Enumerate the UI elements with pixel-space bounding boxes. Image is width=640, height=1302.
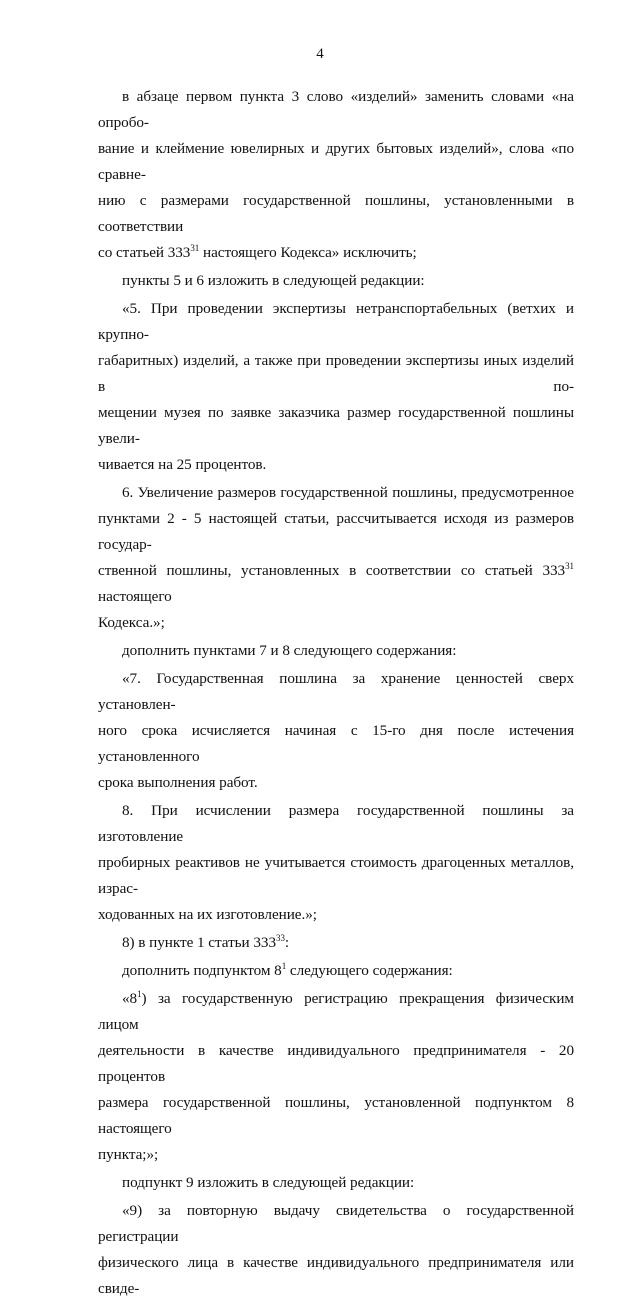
text-segment: габаритных) изделий, а также при проведении экспертизы иных изделий в по- [98, 352, 574, 395]
text-line [98, 1038, 574, 1090]
text-segment: «7. Государственная пошлина за хранение ценностей сверх установлен- [98, 670, 574, 713]
text-segment: пробирных реактивов не учитывается стоимость драгоценных металлов, израс- [98, 854, 574, 897]
text-segment: ственной пошлины, установленных в соответствии со статьей 333 [98, 562, 566, 579]
text-line [98, 902, 574, 928]
text-segment: пункты 5 и 6 изложить в следующей редакции: [122, 272, 425, 289]
document-body [98, 84, 574, 1302]
text-line [98, 610, 574, 636]
paragraph-p1 [98, 84, 574, 266]
text-line [98, 188, 574, 240]
text-segment: вание и клеймение ювелирных и других бытовых изделий», слова «по сравне- [98, 140, 574, 183]
paragraph-p4 [98, 480, 574, 636]
paragraph-p10 [98, 986, 574, 1168]
text-segment: следующего содержания: [286, 962, 453, 979]
text-segment: ного срока исчисляется начиная с 15-го дня после истечения установленного [98, 722, 574, 765]
text-line [98, 296, 574, 348]
text-line [98, 986, 574, 1038]
text-line [98, 958, 574, 984]
text-segment: настоящего Кодекса» исключить; [199, 244, 417, 261]
paragraph-p12 [98, 1198, 574, 1302]
text-segment: дополнить подпунктом 8 [122, 962, 282, 979]
text-line [98, 1170, 574, 1196]
paragraph-p9 [98, 958, 574, 984]
text-line [98, 798, 574, 850]
text-line [98, 718, 574, 770]
text-segment: пунктами 2 - 5 настоящей статьи, рассчитывается исходя из размеров государ- [98, 510, 574, 553]
text-segment: «8 [122, 990, 138, 1007]
paragraph-p11 [98, 1170, 574, 1196]
text-segment: пункта;»; [98, 1146, 159, 1163]
paragraph-p3 [98, 296, 574, 478]
text-segment: размера государственной пошлины, установленной подпунктом 8 настоящего [98, 1094, 574, 1137]
text-line [98, 506, 574, 558]
text-line [98, 850, 574, 902]
text-line [98, 1250, 574, 1302]
text-line [98, 558, 574, 610]
text-segment: «5. При проведении экспертизы нетранспортабельных (ветхих и крупно- [98, 300, 574, 343]
text-segment: Кодекса.»; [98, 614, 165, 631]
text-line [98, 348, 574, 400]
text-segment: настоящего [98, 588, 172, 605]
text-line [98, 136, 574, 188]
paragraph-p2 [98, 268, 574, 294]
text-line [98, 930, 574, 956]
text-line [98, 452, 574, 478]
text-line [98, 1142, 574, 1168]
paragraph-p5 [98, 638, 574, 664]
superscript: 1 [137, 989, 142, 999]
text-segment: срока выполнения работ. [98, 774, 258, 791]
text-segment: : [284, 934, 290, 951]
paragraph-p6 [98, 666, 574, 796]
text-line [98, 400, 574, 452]
page-number: 4 [316, 46, 324, 62]
paragraph-p7 [98, 798, 574, 928]
text-segment: деятельности в качестве индивидуального предпринимателя - 20 процентов [98, 1042, 574, 1085]
superscript: 31 [190, 243, 200, 253]
text-segment: 6. Увеличение размеров государственной пошлины, предусмотренное [122, 484, 574, 501]
text-segment: 8. При исчислении размера государственной пошлины за изготовление [98, 802, 574, 845]
text-segment: чивается на 25 процентов. [98, 456, 267, 473]
text-line [98, 1090, 574, 1142]
superscript: 31 [565, 561, 574, 571]
text-segment: в абзаце первом пункта 3 слово «изделий» заменить словами «на опробо- [98, 88, 574, 131]
text-segment: 8) в пункте 1 статьи 333 [122, 934, 276, 951]
text-line [98, 638, 574, 664]
text-segment: физического лица в качестве индивидуального предпринимателя или свиде- [98, 1254, 574, 1297]
text-segment: ходованных на их изготовление.»; [98, 906, 317, 923]
text-segment: подпункт 9 изложить в следующей редакции: [122, 1174, 415, 1191]
superscript: 33 [276, 933, 285, 943]
text-segment: дополнить пунктами 7 и 8 следующего содержания: [122, 642, 457, 659]
text-line [98, 666, 574, 718]
text-line [98, 240, 574, 266]
text-segment: нию с размерами государственной пошлины, установленными в соответствии [98, 192, 574, 235]
text-segment: «9) за повторную выдачу свидетельства о государственной регистрации [98, 1202, 574, 1245]
text-line [98, 268, 574, 294]
paragraph-p8 [98, 930, 574, 956]
text-segment: ) за государственную регистрацию прекращения физическим лицом [98, 990, 574, 1033]
text-line [98, 84, 574, 136]
text-segment: мещении музея по заявке заказчика размер государственной пошлины увели- [98, 404, 574, 447]
text-segment: со статьей 333 [98, 244, 191, 261]
text-line [98, 480, 574, 506]
superscript: 1 [281, 961, 287, 971]
text-line [98, 1198, 574, 1250]
text-line [98, 770, 574, 796]
